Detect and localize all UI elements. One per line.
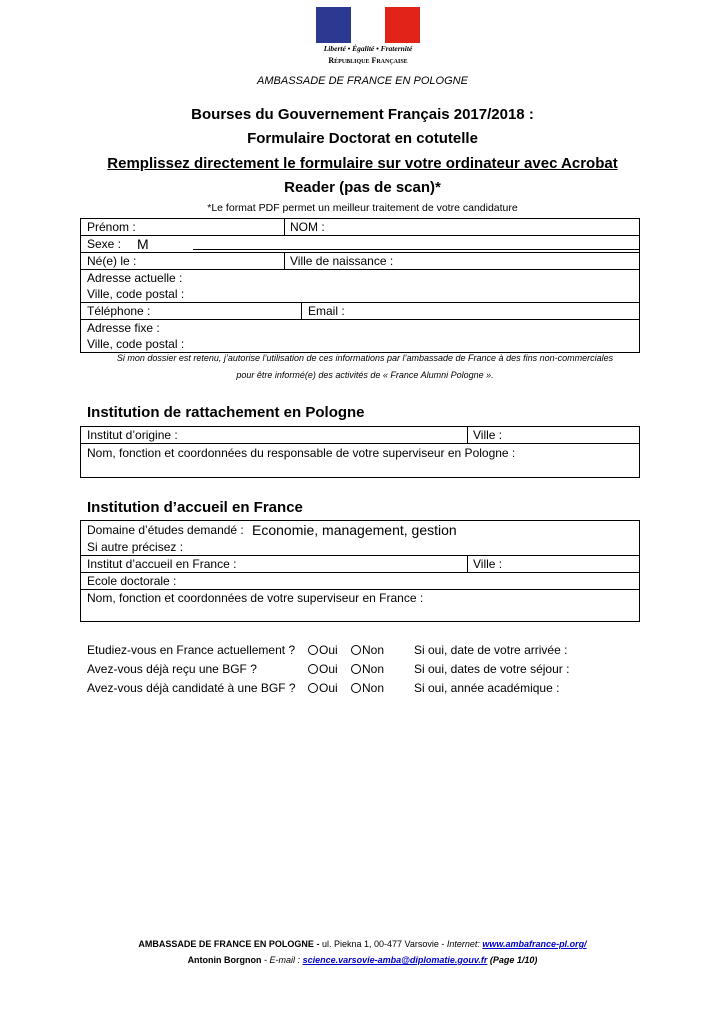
france-superviseur-label: Nom, fonction et coordonnées de votre superviseur en France : (87, 591, 424, 605)
domaine-field[interactable]: Economie, management, gestion (252, 522, 457, 538)
followup-candidate: Si oui, année académique : (414, 681, 560, 695)
poland-ville-label: Ville : (473, 428, 503, 442)
form-subtitle: Formulaire Doctorat en cotutelle (247, 130, 478, 147)
website-link[interactable]: www.ambafrance-pl.org/ (482, 939, 587, 949)
radio-circle-icon (308, 645, 318, 655)
ville-cp-label: Ville, code postal : (87, 287, 185, 301)
ne-le-label: Né(e) le : (87, 254, 137, 268)
logo-motto: Liberté • Égalité • Fraternité (323, 44, 413, 53)
prenom-label: Prénom : (87, 220, 136, 234)
radio-circle-icon (351, 645, 361, 655)
logo-republic: République Française (328, 56, 408, 65)
footer-line2: Antonin Borgnon - E-mail : science.varsovie-amba@diplomatie.gouv.fr (Page 1/10) (187, 955, 538, 965)
question-candidate: Avez-vous déjà candidaté à une BGF ? (87, 681, 296, 695)
nom-label: NOM : (290, 220, 325, 234)
radio-oui-recu[interactable]: Oui (308, 662, 338, 676)
form-title: Bourses du Gouvernement Français 2017/2018 : (191, 106, 534, 123)
autre-label: Si autre précisez : (87, 540, 184, 554)
embassy-heading: AMBASSADE DE FRANCE EN POLOGNE (257, 75, 468, 87)
radio-non-etudiez[interactable]: Non (351, 643, 384, 657)
domaine-label: Domaine d’études demandé : (87, 523, 244, 537)
radio-circle-icon (308, 664, 318, 674)
marianne-flag-icon (316, 7, 420, 43)
followup-etudiez: Si oui, date de votre arrivée : (414, 643, 568, 657)
question-etudiez: Etudiez-vous en France actuellement ? (87, 643, 296, 657)
personal-info-table (80, 218, 640, 353)
pdf-note: *Le format PDF permet un meilleur traitement de votre candidature (207, 202, 518, 214)
instructions-line1: Remplissez directement le formulaire sur votre ordinateur avec Acrobat (107, 155, 618, 172)
republique-logo (316, 7, 420, 69)
adresse-actuelle-label: Adresse actuelle : (87, 271, 183, 285)
footer-line1: AMBASSADE DE FRANCE EN POLOGNE - ul. Piekna 1, 00-477 Varsovie - Internet: www.ambafrance-pl.org/ (138, 939, 587, 949)
france-section-heading: Institution d’accueil en France (87, 499, 303, 516)
disclaimer-line1: Si mon dossier est retenu, j’autorise l’utilisation de ces informations par l’ambassade de France à des fins non-commerciales (116, 353, 614, 363)
adresse-fixe-label: Adresse fixe : (87, 321, 160, 335)
radio-oui-etudiez[interactable]: Oui (308, 643, 338, 657)
radio-circle-icon (308, 683, 318, 693)
poland-section-heading: Institution de rattachement en Pologne (87, 404, 365, 421)
radio-oui-candidate[interactable]: Oui (308, 681, 338, 695)
poland-responsable-label: Nom, fonction et coordonnées du responsable de votre superviseur en Pologne : (87, 446, 516, 460)
followup-recu: Si oui, dates de votre séjour : (414, 662, 570, 676)
question-recu: Avez-vous déjà reçu une BGF ? (87, 662, 257, 676)
france-ville-label: Ville : (473, 557, 503, 571)
sexe-field[interactable]: M (137, 236, 149, 252)
ville-cp2-label: Ville, code postal : (87, 337, 185, 351)
disclaimer-line2: pour être informé(e) des activités de « France Alumni Pologne ». (236, 370, 494, 380)
radio-circle-icon (351, 664, 361, 674)
email-link[interactable]: science.varsovie-amba@diplomatie.gouv.fr (302, 955, 488, 965)
sexe-label: Sexe : (87, 237, 122, 251)
institut-accueil-label: Institut d’accueil en France : (87, 557, 237, 571)
instructions-line2: Reader (pas de scan)* (284, 179, 441, 196)
radio-circle-icon (351, 683, 361, 693)
email-label: Email : (308, 304, 345, 318)
ville-naissance-label: Ville de naissance : (290, 254, 394, 268)
institut-origine-label: Institut d’origine : (87, 428, 178, 442)
radio-non-recu[interactable]: Non (351, 662, 384, 676)
telephone-label: Téléphone : (87, 304, 151, 318)
ecole-doctorale-label: Ecole doctorale : (87, 574, 177, 588)
radio-non-candidate[interactable]: Non (351, 681, 384, 695)
